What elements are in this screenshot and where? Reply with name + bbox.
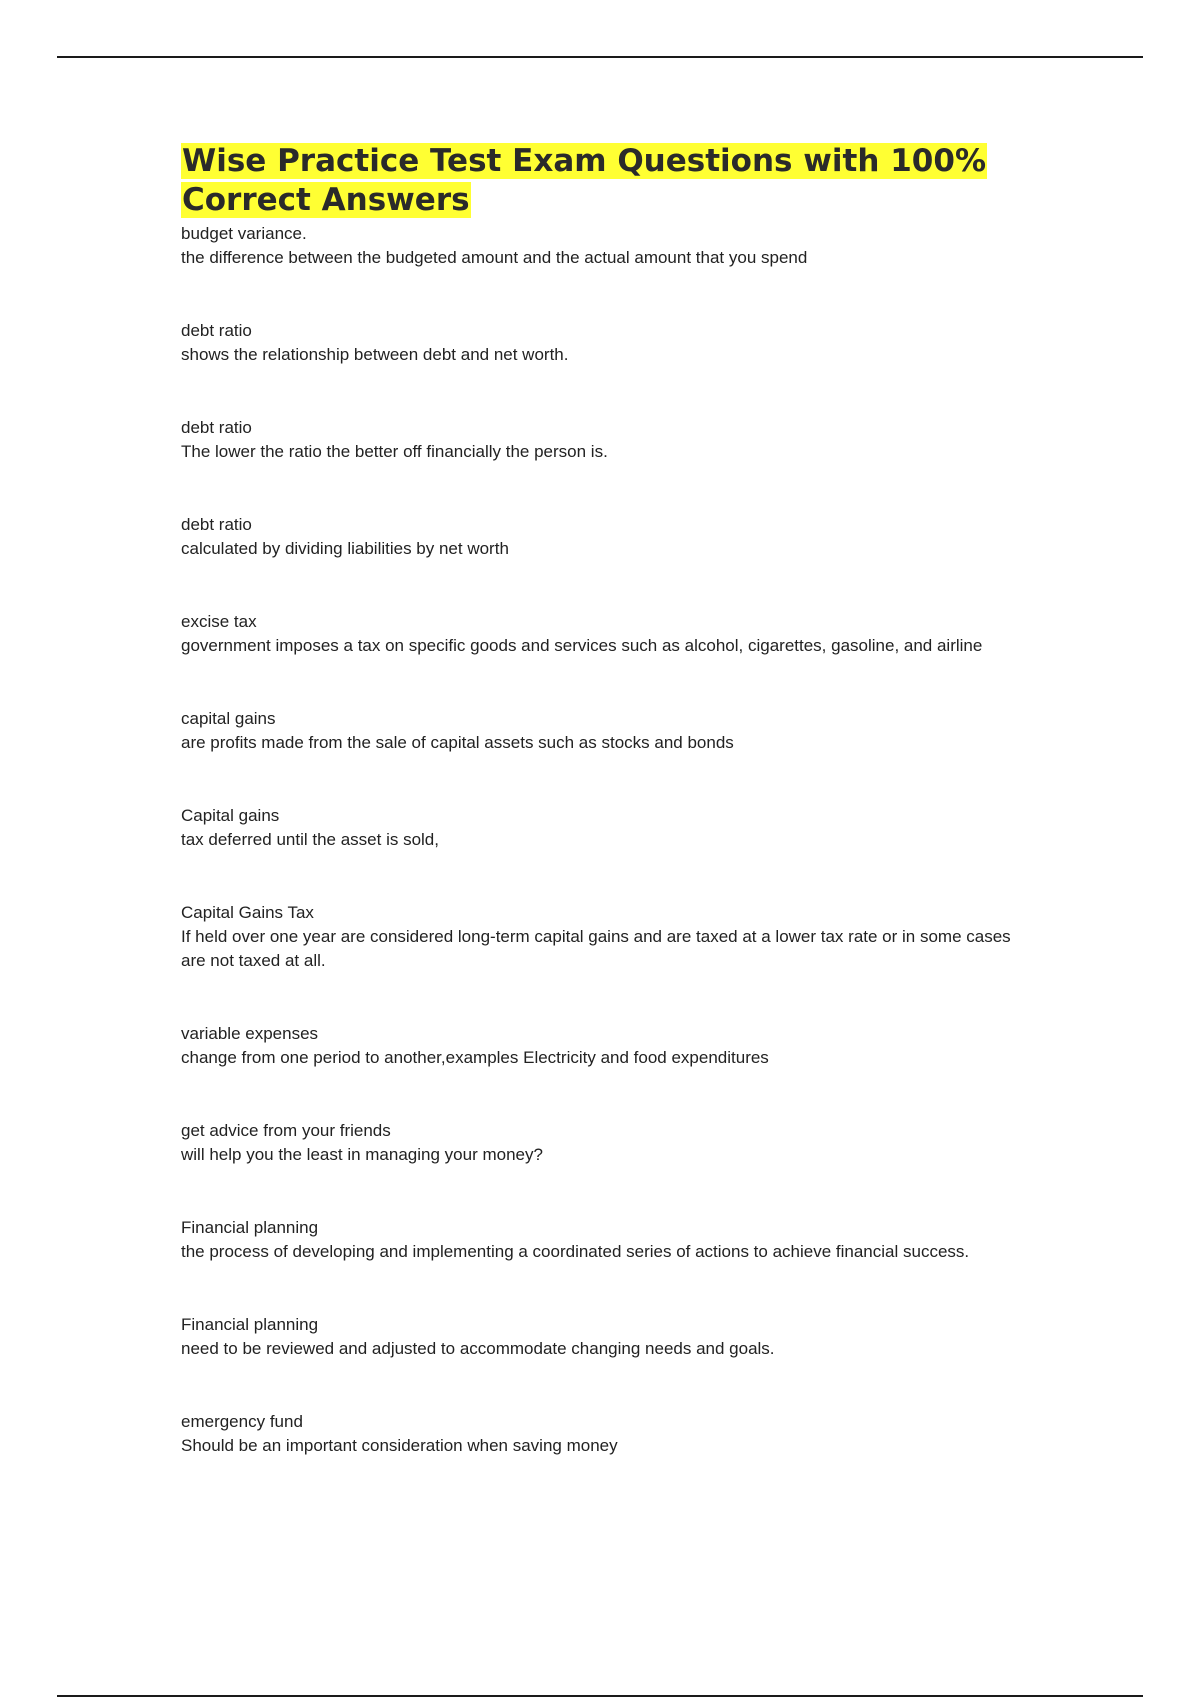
- qa-entry: [181, 610, 1021, 658]
- qa-entry: [181, 1216, 1021, 1264]
- qa-entry: [181, 222, 1021, 270]
- entry-term: budget variance.: [181, 224, 307, 243]
- entry-definition: need to be reviewed and adjusted to accommodate changing needs and goals.: [181, 1339, 775, 1358]
- entry-term: capital gains: [181, 709, 276, 728]
- entry-definition: calculated by dividing liabilities by net worth: [181, 539, 509, 558]
- entry-definition: change from one period to another,examples Electricity and food expenditures: [181, 1048, 769, 1067]
- document-title: [181, 142, 1021, 220]
- entry-term: Capital Gains Tax: [181, 903, 314, 922]
- entry-term: variable expenses: [181, 1024, 319, 1043]
- entry-term: debt ratio: [181, 321, 252, 340]
- entry-term: Financial planning: [181, 1218, 319, 1237]
- header-rule: [57, 56, 1143, 58]
- entry-definition: the difference between the budgeted amount and the actual amount that you spend: [181, 248, 808, 267]
- title-highlight: Wise Practice Test Exam Questions with 100% Correct Answers: [182, 143, 987, 218]
- entry-definition: If held over one year are considered long-term capital gains and are taxed at a lower tax rate or in some cases are not taxed at all.: [181, 927, 1011, 970]
- qa-entry: [181, 1022, 1021, 1070]
- qa-entry: [181, 804, 1021, 852]
- entry-term: debt ratio: [181, 515, 252, 534]
- qa-entry: [181, 707, 1021, 755]
- qa-entry: [181, 416, 1021, 464]
- entry-definition: shows the relationship between debt and net worth.: [181, 345, 569, 364]
- qa-entry: [181, 1313, 1021, 1361]
- entry-definition: the process of developing and implementing a coordinated series of actions to achieve financial success.: [181, 1242, 970, 1261]
- qa-list: [181, 222, 1021, 1458]
- entry-definition: Should be an important consideration when saving money: [181, 1436, 618, 1455]
- document-body: [181, 142, 1021, 1507]
- entry-definition: will help you the least in managing your money?: [181, 1145, 543, 1164]
- entry-definition: tax deferred until the asset is sold,: [181, 830, 439, 849]
- entry-term: debt ratio: [181, 418, 252, 437]
- entry-term: get advice from your friends: [181, 1121, 391, 1140]
- qa-entry: [181, 319, 1021, 367]
- entry-term: emergency fund: [181, 1412, 303, 1431]
- qa-entry: [181, 1119, 1021, 1167]
- qa-entry: [181, 1410, 1021, 1458]
- qa-entry: [181, 513, 1021, 561]
- entry-definition: government imposes a tax on specific goods and services such as alcohol, cigarettes, gasoline, and airline: [181, 636, 983, 655]
- entry-term: excise tax: [181, 612, 257, 631]
- entry-term: Financial planning: [181, 1315, 319, 1334]
- entry-definition: are profits made from the sale of capital assets such as stocks and bonds: [181, 733, 734, 752]
- entry-definition: The lower the ratio the better off financially the person is.: [181, 442, 608, 461]
- footer-rule: [57, 1695, 1143, 1697]
- qa-entry: [181, 901, 1021, 973]
- entry-term: Capital gains: [181, 806, 280, 825]
